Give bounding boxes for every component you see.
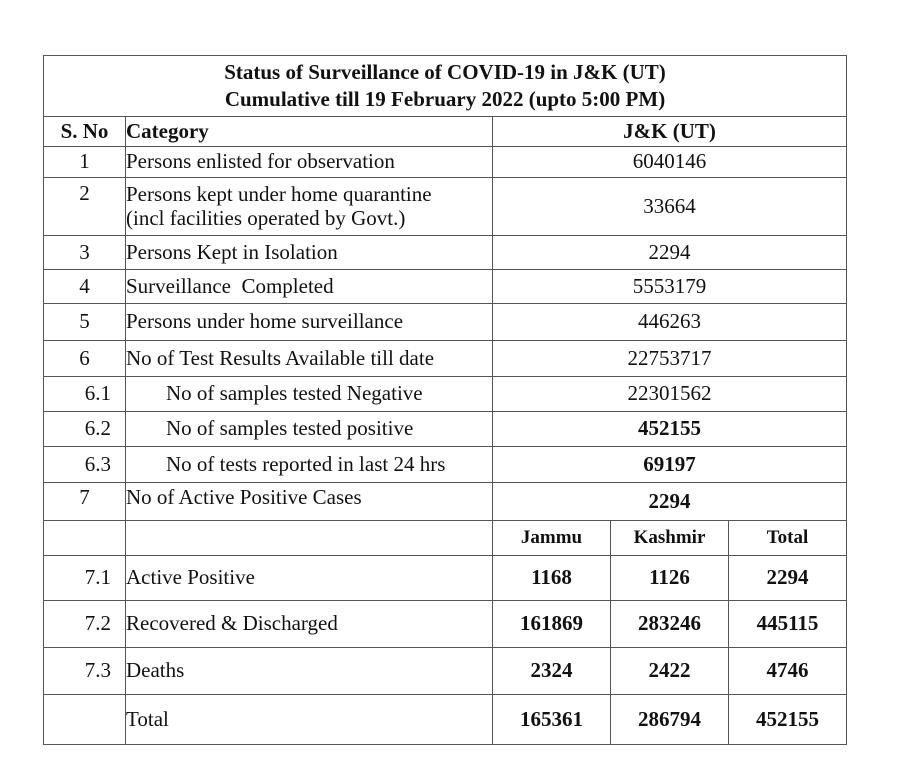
row-value: 6040146: [493, 147, 847, 178]
total-value: 2294: [729, 556, 847, 601]
row-value: 2294: [493, 236, 847, 270]
row-category: [126, 178, 493, 236]
kashmir-value: 1126: [611, 556, 729, 601]
jammu-value: 165361: [493, 695, 611, 745]
row-sno: 6.3: [44, 447, 126, 483]
table-row: [44, 304, 847, 341]
column-kashmir: Kashmir: [611, 521, 729, 556]
table-row: [44, 412, 847, 447]
row-category: Persons under home surveillance: [126, 304, 493, 341]
table-row: [44, 341, 847, 377]
breakdown-header-row: [44, 521, 847, 556]
column-total: Total: [729, 521, 847, 556]
table-row: [44, 178, 847, 236]
jammu-value: 161869: [493, 601, 611, 648]
row-sno: 5: [44, 304, 126, 341]
kashmir-value: 283246: [611, 601, 729, 648]
row-value: 452155: [493, 412, 847, 447]
row-category: No of samples tested Negative: [126, 377, 493, 412]
row-sno: 7.1: [44, 556, 126, 601]
column-jammu: Jammu: [493, 521, 611, 556]
jammu-value: 1168: [493, 556, 611, 601]
row-sno: 3: [44, 236, 126, 270]
breakdown-row: [44, 601, 847, 648]
header-sno: S. No: [44, 117, 126, 147]
row-value: 446263: [493, 304, 847, 341]
header-row: [44, 117, 847, 147]
row-value: 33664: [493, 178, 847, 236]
breakdown-row: [44, 648, 847, 695]
row-category: No of Test Results Available till date: [126, 341, 493, 377]
title-row: [44, 56, 847, 117]
jammu-value: 2324: [493, 648, 611, 695]
total-value: 452155: [729, 695, 847, 745]
empty-cell: [44, 521, 126, 556]
row-value: 22301562: [493, 377, 847, 412]
row-value: 5553179: [493, 270, 847, 304]
row-sno: 2: [44, 178, 126, 236]
row-category-line-1: Persons kept under home quarantine: [126, 182, 432, 207]
row-value: 69197: [493, 447, 847, 483]
row-value: 2294: [493, 483, 847, 521]
row-sno: 1: [44, 147, 126, 178]
row-sno: 7: [44, 483, 126, 521]
table-row: [44, 270, 847, 304]
row-category-line-2: (incl facilities operated by Govt.): [126, 205, 406, 230]
total-value: 445115: [729, 601, 847, 648]
total-value: 4746: [729, 648, 847, 695]
table-title: [44, 56, 847, 117]
row-category: Persons enlisted for observation: [126, 147, 493, 178]
row-sno: 4: [44, 270, 126, 304]
breakdown-total-row: [44, 695, 847, 745]
row-category: Persons Kept in Isolation: [126, 236, 493, 270]
title-line-1: Status of Surveillance of COVID-19 in J&K (UT): [224, 60, 666, 84]
row-category: Deaths: [126, 648, 493, 695]
kashmir-value: 286794: [611, 695, 729, 745]
row-category: Total: [126, 695, 493, 745]
table-row: [44, 483, 847, 521]
row-category: Surveillance Completed: [126, 270, 493, 304]
row-sno: 6.1: [44, 377, 126, 412]
row-sno: 7.3: [44, 648, 126, 695]
covid-surveillance-table: [43, 55, 847, 745]
title-line-2: Cumulative till 19 February 2022 (upto 5:00 PM): [224, 87, 666, 111]
row-sno: 6.2: [44, 412, 126, 447]
row-category: No of tests reported in last 24 hrs: [126, 447, 493, 483]
table-row: [44, 377, 847, 412]
row-sno: [44, 695, 126, 745]
header-category: Category: [126, 117, 493, 147]
row-category: Active Positive: [126, 556, 493, 601]
table-row: [44, 236, 847, 270]
row-sno: 7.2: [44, 601, 126, 648]
kashmir-value: 2422: [611, 648, 729, 695]
breakdown-row: [44, 556, 847, 601]
empty-cell: [126, 521, 493, 556]
row-category: Recovered & Discharged: [126, 601, 493, 648]
header-value: J&K (UT): [493, 117, 847, 147]
table-row: [44, 147, 847, 178]
row-value: 22753717: [493, 341, 847, 377]
table-row: [44, 447, 847, 483]
row-category: No of Active Positive Cases: [126, 483, 493, 521]
row-category: No of samples tested positive: [126, 412, 493, 447]
row-sno: 6: [44, 341, 126, 377]
